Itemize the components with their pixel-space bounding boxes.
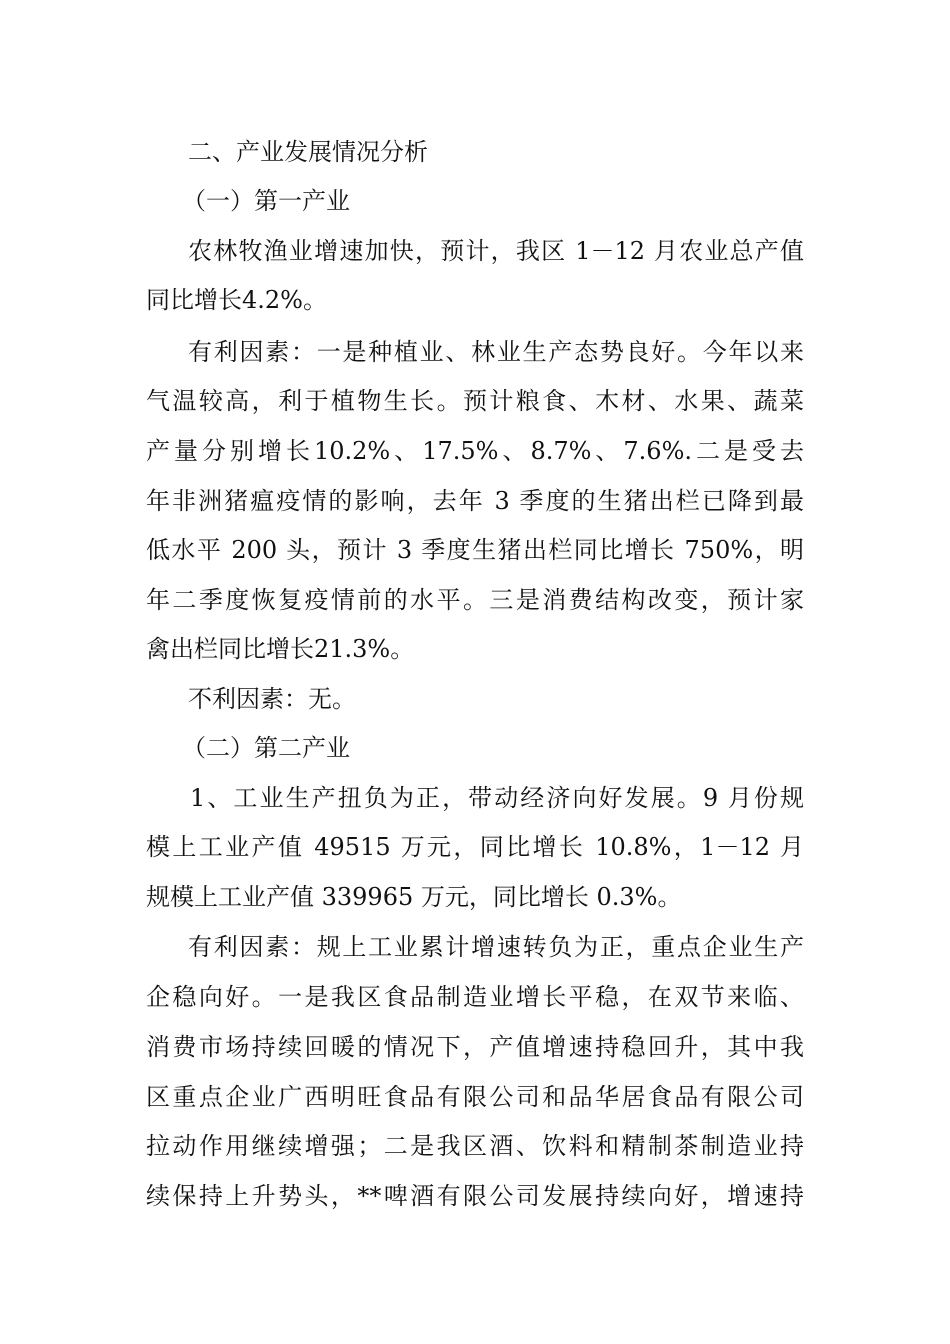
- text-line: 产量分别增长10.2%、17.5%、8.7%、7.6%.二是受去: [146, 437, 804, 465]
- text-line: 1、工业生产扭负为正，带动经济向好发展。9 月份规: [190, 784, 804, 812]
- text-line: 有利因素：规上工业累计增速转负为正，重点企业生产: [188, 933, 804, 961]
- subsection-heading: （一）第一产业: [182, 187, 350, 215]
- text-line: 禽出栏同比增长21.3%。: [146, 635, 415, 663]
- text-line: 同比增长4.2%。: [146, 286, 327, 314]
- text-line: 模上工业产值 49515 万元，同比增长 10.8%，1－12 月: [146, 833, 804, 861]
- text-line: 低水平 200 头，预计 3 季度生猪出栏同比增长 750%，明: [146, 536, 804, 564]
- text-line: 气温较高，利于植物生长。预计粮食、木材、水果、蔬菜: [146, 387, 804, 415]
- text-line: 企稳向好。一是我区食品制造业增长平稳，在双节来临、: [146, 983, 804, 1011]
- section-heading: 二、产业发展情况分析: [188, 138, 428, 166]
- text-line: 年非洲猪瘟疫情的影响，去年 3 季度的生猪出栏已降到最: [146, 487, 804, 515]
- text-line: 区重点企业广西明旺食品有限公司和品华居食品有限公司: [146, 1083, 804, 1111]
- text-line: 有利因素：一是种植业、林业生产态势良好。今年以来: [188, 338, 804, 366]
- text-line: 规模上工业产值 339965 万元，同比增长 0.3%。: [146, 883, 682, 911]
- text-line: 不利因素：无。: [188, 685, 356, 713]
- text-line: 续保持上升势头，**啤酒有限公司发展持续向好，增速持: [146, 1182, 804, 1210]
- text-line: 消费市场持续回暖的情况下，产值增速持稳回升，其中我: [146, 1033, 804, 1061]
- text-line: 拉动作用继续增强；二是我区酒、饮料和精制茶制造业持: [146, 1132, 804, 1160]
- text-line: 农林牧渔业增速加快，预计，我区 1－12 月农业总产值: [188, 237, 804, 265]
- text-line: 年二季度恢复疫情前的水平。三是消费结构改变，预计家: [146, 586, 804, 614]
- subsection-heading: （二）第二产业: [182, 734, 350, 762]
